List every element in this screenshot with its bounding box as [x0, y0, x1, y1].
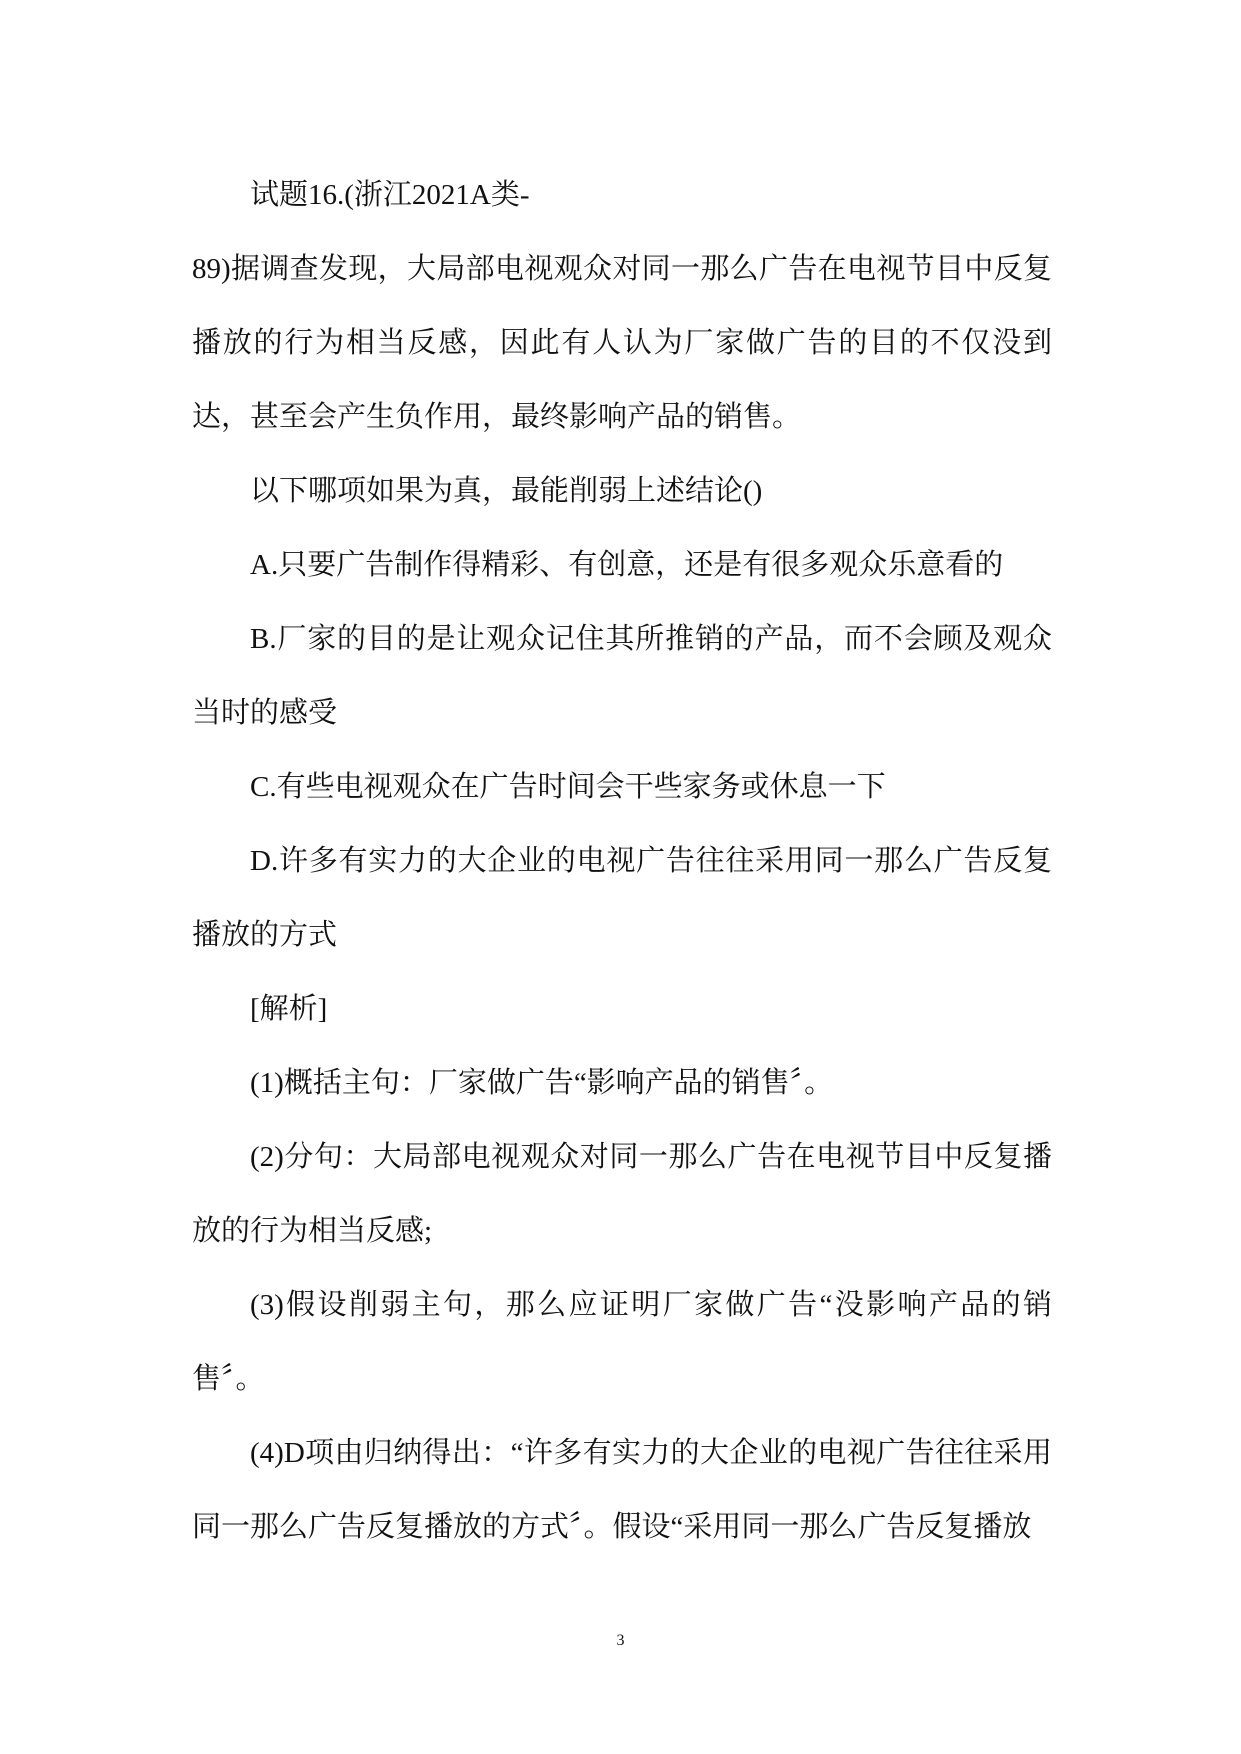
- question-stem: 89)据调查发现，大局部电视观众对同一那么广告在电视节目中反复播放的行为相当反感，因此有人认为厂家做广告的目的不仅没到达，甚至会产生负作用，最终影响产品的销售。: [192, 253, 1052, 433]
- option-b: B.厂家的目的是让观众记住其所推销的产品，而不会顾及观众当时的感受: [192, 623, 1052, 729]
- question-prompt: 以下哪项如果为真，最能削弱上述结论(): [250, 475, 763, 507]
- analysis-heading: [解析]: [250, 993, 328, 1025]
- analysis-step-2: (2)分句：大局部电视观众对同一那么广告在电视节目中反复播放的行为相当反感;: [192, 1141, 1052, 1247]
- analysis-step-1: (1)概括主句：厂家做广告“影响产品的销售〞。: [250, 1067, 834, 1099]
- option-d: D.许多有实力的大企业的电视广告往往采用同一那么广告反复播放的方式: [192, 845, 1052, 951]
- option-c: C.有些电视观众在广告时间会干些家务或休息一下: [250, 771, 886, 803]
- page-number: 3: [616, 1632, 625, 1649]
- analysis-step-4: (4)D项由归纳得出：“许多有实力的大企业的电视广告往往采用同一那么广告反复播放的方式〞。假设“采用同一那么广告反复播放: [192, 1437, 1052, 1543]
- analysis-step-3: (3)假设削弱主句，那么应证明厂家做广告“没影响产品的销售〞。: [192, 1289, 1052, 1395]
- option-a: A.只要广告制作得精彩、有创意，还是有很多观众乐意看的: [250, 549, 1004, 581]
- document-body: [192, 158, 1052, 1564]
- question-title: 试题16.(浙江2021A类-: [250, 179, 530, 211]
